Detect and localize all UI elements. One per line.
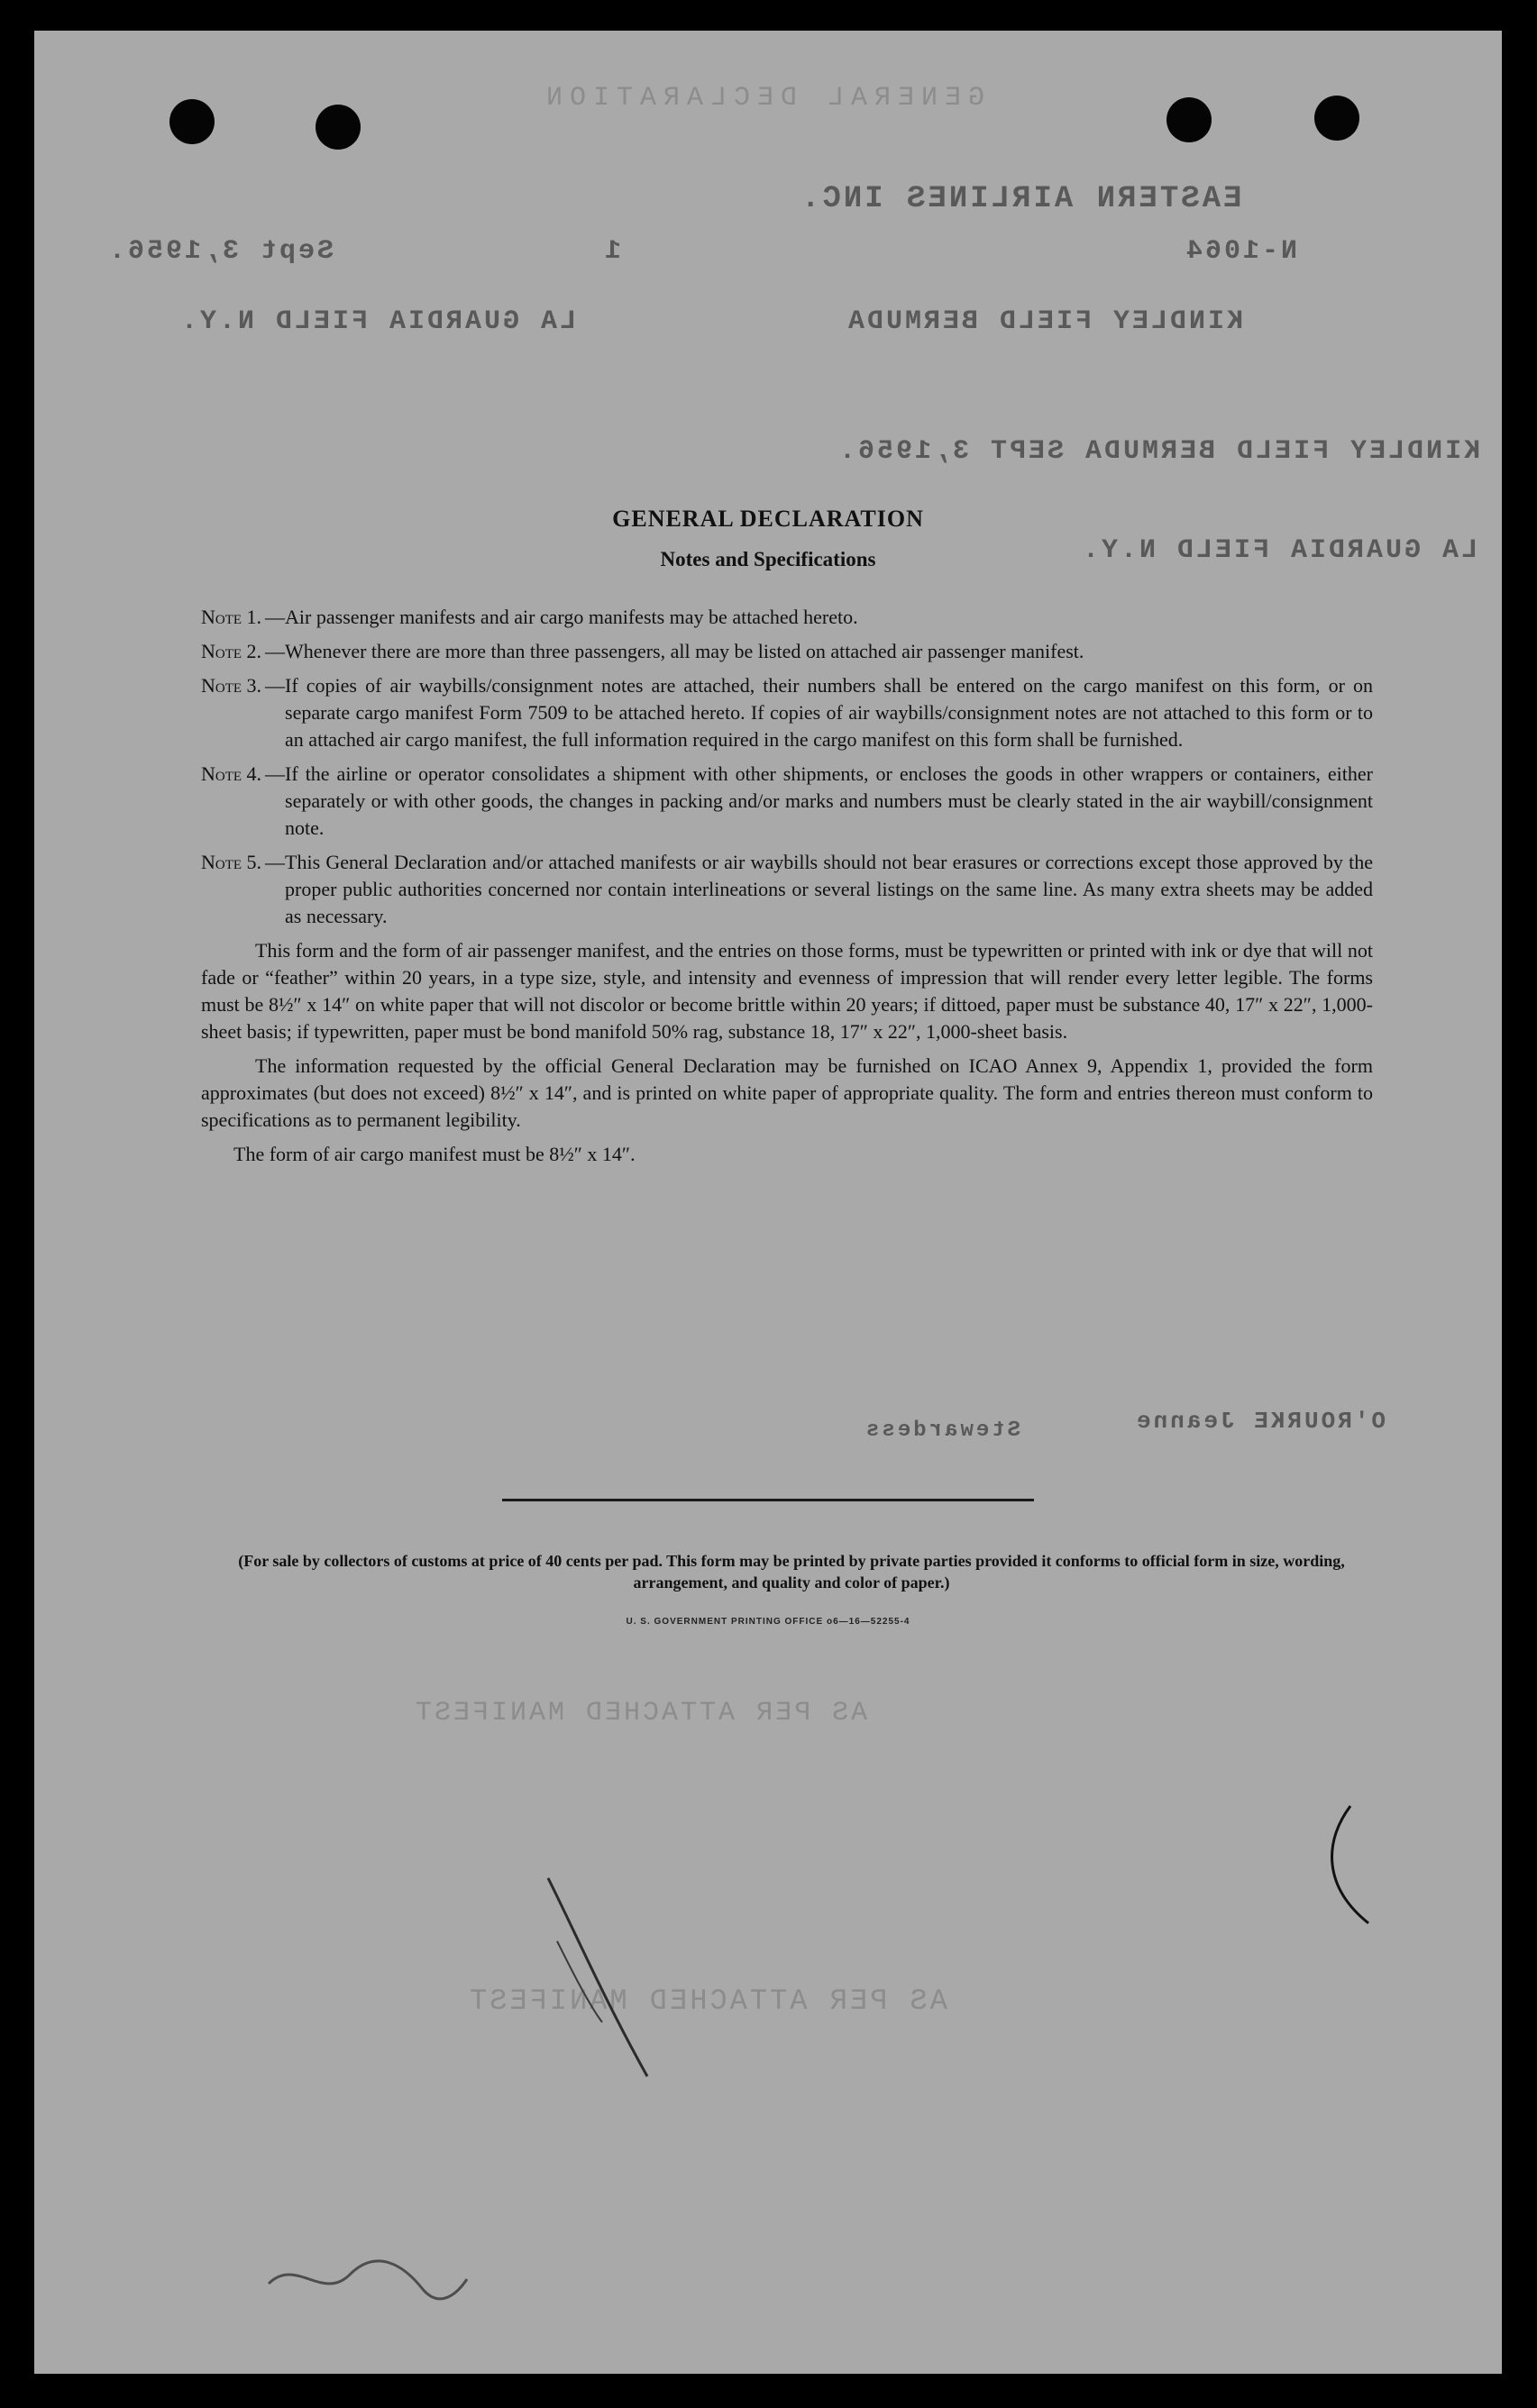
note-label: Note 1. [201, 606, 262, 628]
punch-hole-right-1 [1166, 97, 1212, 142]
note-text: Air passenger manifests and air cargo manifests may be attached hereto. [285, 606, 858, 628]
bleed-flight-no: 1 [602, 236, 622, 267]
punch-hole-left-2 [316, 105, 361, 150]
note-label: Note 5. [201, 851, 262, 873]
bleed-airline: EASTERN AIRLINES INC. [799, 182, 1242, 216]
note-text: Whenever there are more than three passengers, all may be listed on attached air passenger manifest. [285, 640, 1084, 662]
bleed-arrival-line: LA GUARDIA FIELD N.Y. [1080, 535, 1478, 566]
note-text: If copies of air waybills/consignment notes are attached, their numbers shall be entered on the cargo manifest on this form, or on separate cargo manifest Form 7509 to be attached hereto. If copies of air waybills/consignment notes are not attached to this form or to an attached air cargo manifest, the full information required in the cargo manifest on this form shall be furnished. [285, 674, 1373, 751]
note-4: Note 4. — If the airline or operator consolidates a shipment with other shipments, or encloses the goods in other wrappers or containers, either separately or with other goods, the changes in packing and/or marks and numbers must be clearly stated in the air waybill/consignment note. [201, 761, 1373, 842]
signature-mark [260, 2248, 476, 2311]
bleed-registration: N-1064 [1184, 236, 1298, 267]
note-text: This General Declaration and/or attached manifests or air waybills should not bear erasures or corrections except those approved by the proper public authorities concerned nor contain interlineations or several listings on the same line. As many extra sheets may be added as necessary. [285, 851, 1373, 927]
paragraph-icao: The information requested by the official General Declaration may be furnished on ICAO Annex 9, Appendix 1, provided the form approximates (but does not exceed) 8½″ x 14″, and is printed on white paper of appropriate quality. The form and entries thereon must conform to specifications as to permanent legibility. [201, 1054, 1373, 1131]
bleed-crew-name: O'ROURKE Jeanne [1134, 1408, 1386, 1435]
note-label: Note 2. [201, 640, 262, 662]
printer-imprint: U. S. GOVERNMENT PRINTING OFFICE o6—16—52255-4 [626, 1617, 910, 1627]
bleed-date: Sept 3,1956. [106, 236, 334, 267]
paragraph-cargo-size: The form of air cargo manifest must be 8½″ x 14″. [233, 1143, 636, 1165]
note-label: Note 3. [201, 674, 262, 697]
punch-hole-right-2 [1314, 96, 1359, 141]
bleed-route-line: KINDLEY FIELD BERMUDA SEPT 3,1956. [837, 436, 1481, 467]
note-1: Note 1. — Air passenger manifests and air cargo manifests may be attached hereto. [201, 604, 1373, 631]
bleed-crew-role: Stewardess [864, 1418, 1021, 1443]
notes-section [201, 604, 1373, 1175]
document-subtitle: Notes and Specifications [660, 548, 876, 570]
note-3: Note 3. — If copies of air waybills/consignment notes are attached, their numbers shall be entered on the cargo manifest on this form, or on separate cargo manifest Form 7509 to be attached hereto. If copies of air waybills/consignment notes are not attached to this form or to an attached air cargo manifest, the full information required in the cargo manifest on this form shall be furnished. [201, 672, 1373, 753]
document-title: GENERAL DECLARATION [612, 506, 924, 532]
note-5: Note 5. — This General Declaration and/or attached manifests or air waybills should not bear erasures or corrections except those approved by the proper public authorities concerned nor contain interlineations or several listings on the same line. As many extra sheets may be added as necessary. [201, 849, 1373, 930]
note-label: Note 4. [201, 762, 262, 785]
pen-stroke-mark [539, 1869, 665, 2085]
punch-hole-left-1 [169, 99, 215, 144]
bleed-passenger-note: AS PER ATTACHED MANIFEST [413, 1698, 868, 1728]
bleed-cargo-note: AS PER ATTACHED MANIFEST [467, 1984, 947, 2018]
pen-bracket-mark [1314, 1797, 1386, 1941]
bleed-departure: KINDLEY FIELD BERMUDA [846, 306, 1244, 337]
document-page [34, 31, 1502, 2374]
sale-footnote: (For sale by collectors of customs at price of 40 cents per pad. This form may be printed by private parties provided it conforms to official form in size, wording, arrangement, and quality and color of paper.) [238, 1552, 1345, 1592]
note-2: Note 2. — Whenever there are more than three passengers, all may be listed on attached air passenger manifest. [201, 638, 1373, 665]
paragraph-legibility: This form and the form of air passenger manifest, and the entries on those forms, must be typewritten or printed with ink or dye that will not fade or “feather” within 20 years, in a type size, style, and intensity and evenness of impression that will render every letter legible. The forms must be 8½″ x 14″ on white paper that will not discolor or become brittle within 20 years; if dittoed, paper must be substance 40, 17″ x 22″, 1,000-sheet basis; if typewritten, paper must be bond manifold 50% rag, substance 18, 17″ x 22″, 1,000-sheet basis. [201, 939, 1373, 1043]
note-text: If the airline or operator consolidates a shipment with other shipments, or encloses the goods in other wrappers or containers, either separately or with other goods, the changes in packing and/or marks and numbers must be clearly stated in the air waybill/consignment note. [285, 762, 1373, 839]
bleed-arrival: LA GUARDIA FIELD N.Y. [178, 306, 577, 337]
bleed-header: GENERAL DECLARATION [539, 83, 985, 114]
divider-rule [502, 1499, 1034, 1501]
